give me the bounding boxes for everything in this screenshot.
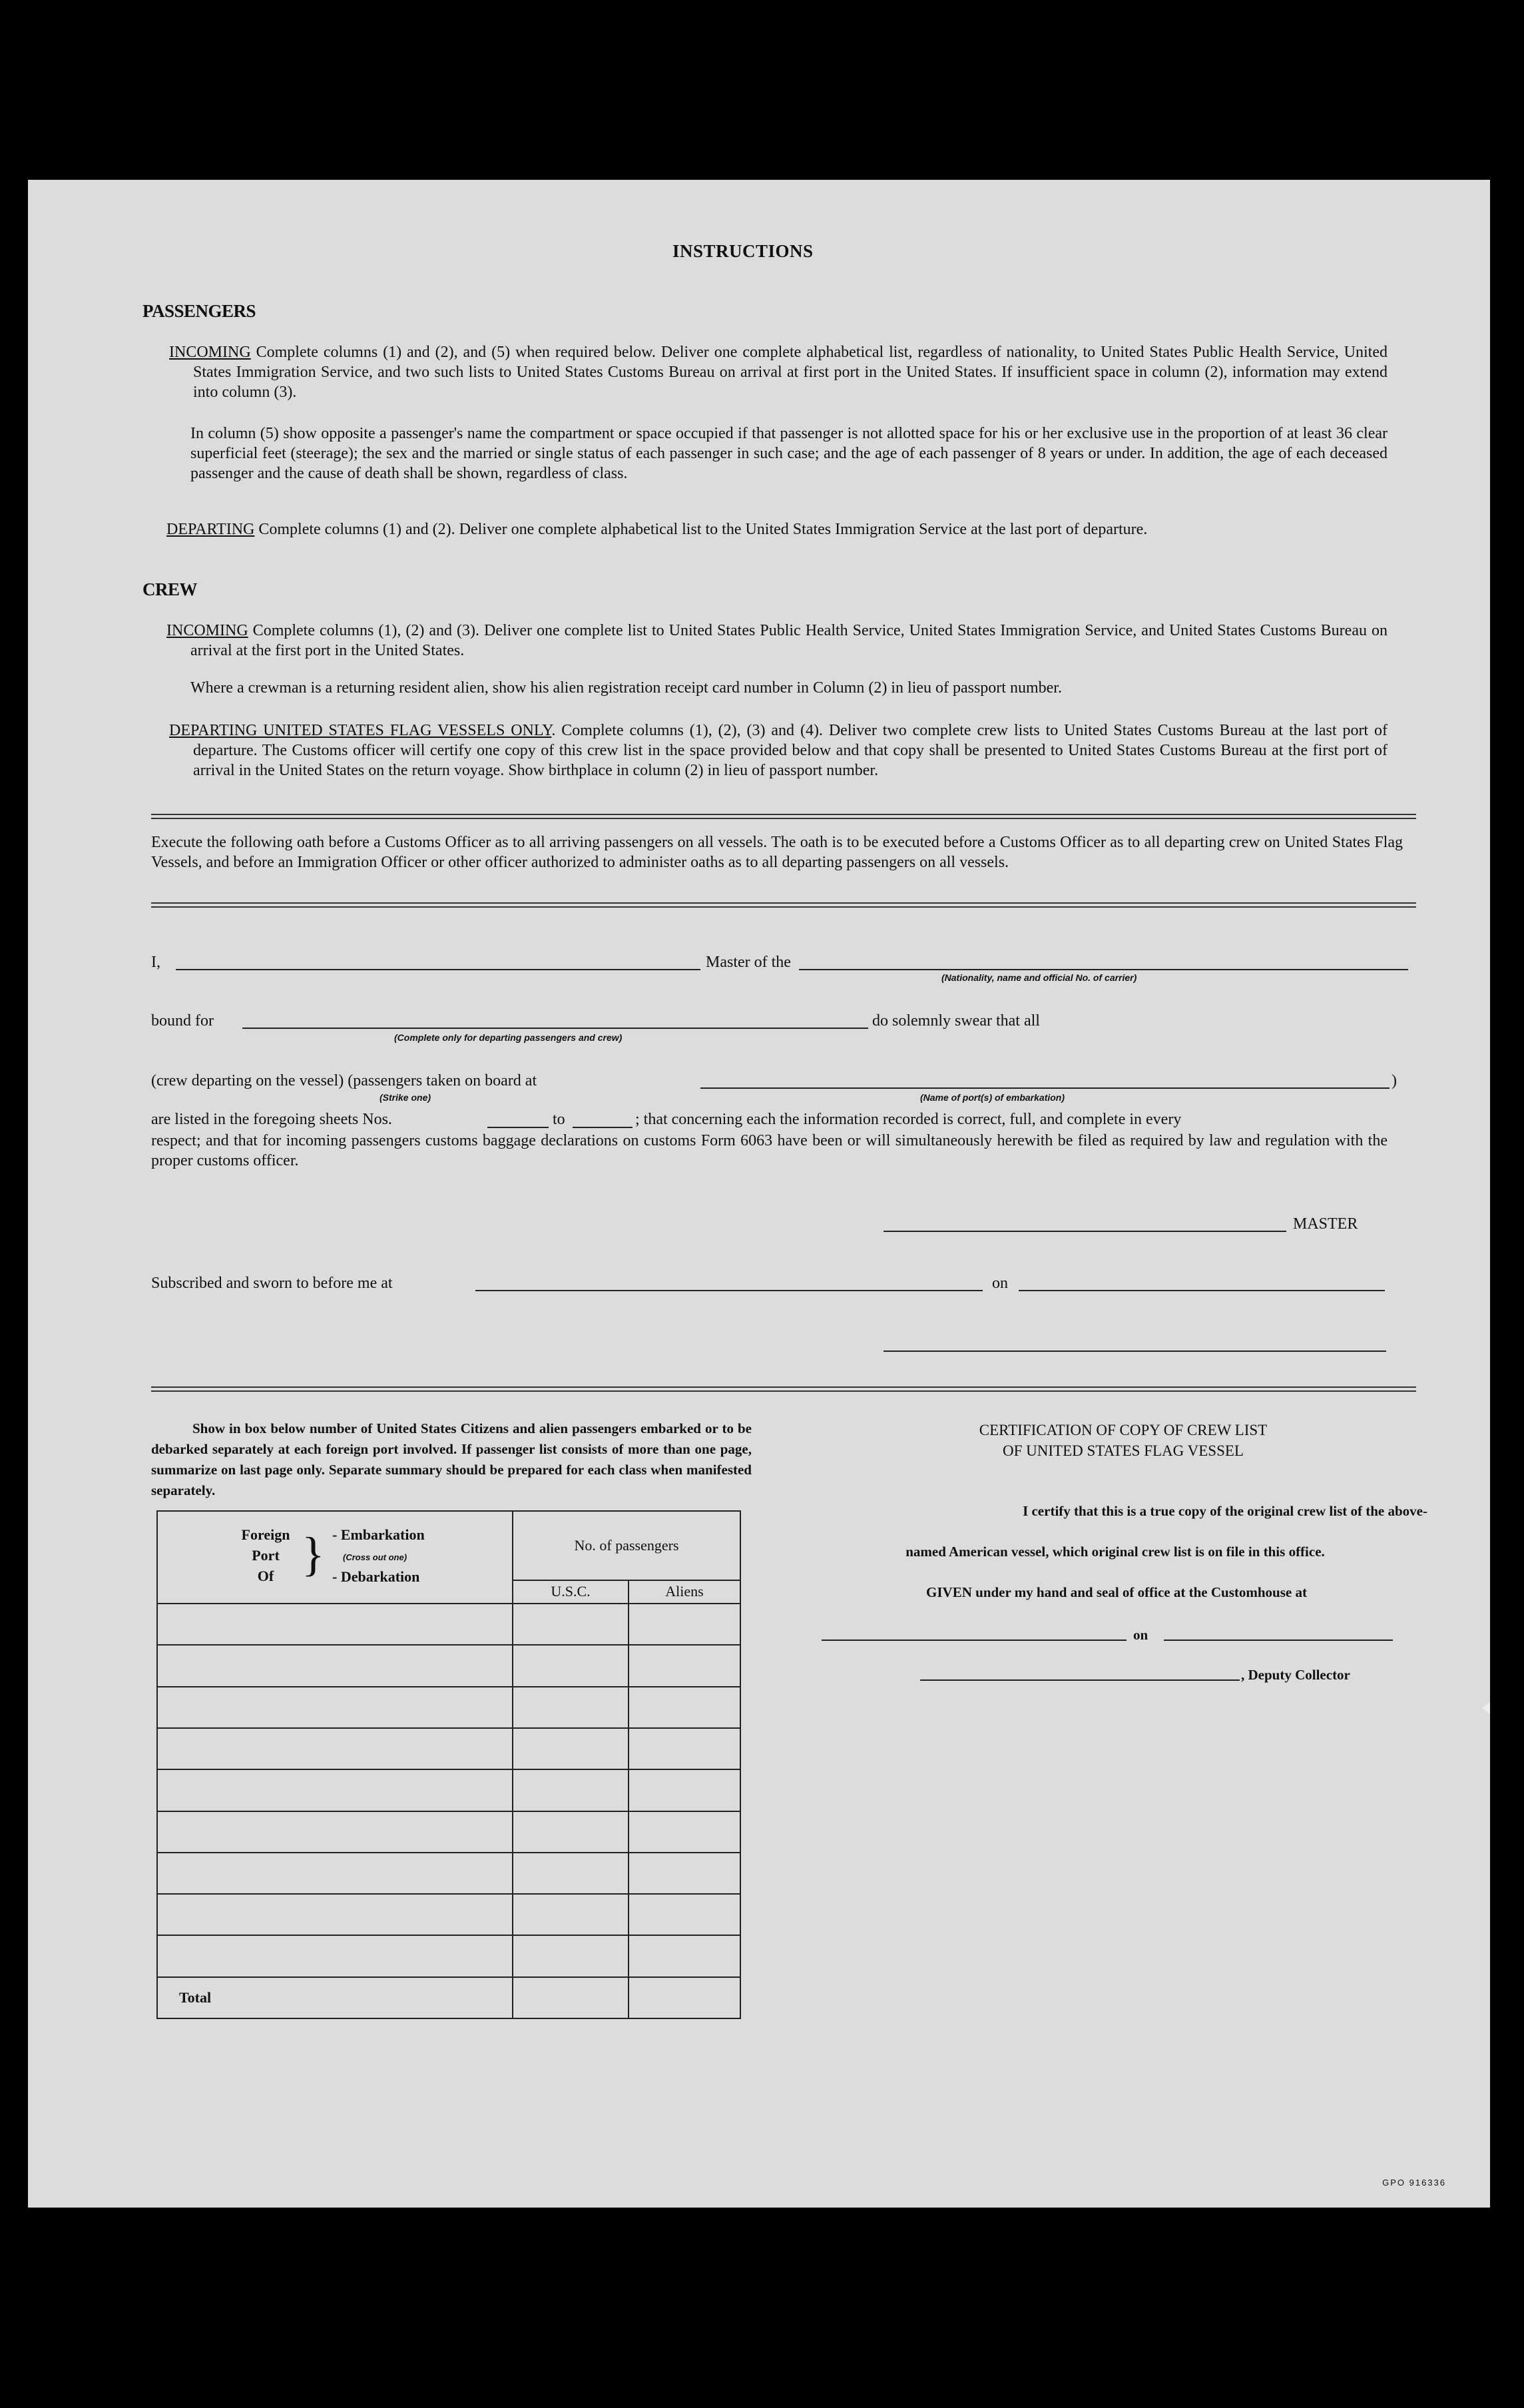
crew-departing-label: (crew departing on the vessel) (passengers taken on board at: [151, 1072, 537, 1089]
sheet-to-line[interactable]: [573, 1127, 633, 1128]
foreign-label: Foreign: [241, 1526, 290, 1543]
port-cell[interactable]: [157, 1728, 513, 1769]
aliens-cell[interactable]: [629, 1894, 740, 1935]
certification-title-line1: CERTIFICATION OF COPY OF CREW LIST: [979, 1422, 1268, 1438]
close-paren: ): [1392, 1072, 1397, 1089]
print-code: GPO 916336: [1382, 2178, 1446, 2188]
customhouse-line[interactable]: [822, 1640, 1127, 1641]
certification-title: [854, 1420, 1393, 1461]
usc-cell[interactable]: [513, 1935, 629, 1976]
usc-header: U.S.C.: [513, 1580, 629, 1604]
passenger-summary-table: [156, 1510, 741, 2019]
divider: [151, 1386, 1416, 1392]
port-cell[interactable]: [157, 1935, 513, 1976]
port-cell[interactable]: [157, 1604, 513, 1645]
usc-cell[interactable]: [513, 1894, 629, 1935]
crew-incoming-label: INCOMING: [166, 622, 248, 639]
certify-line1: I certify that this is a true copy of the original crew list of the above-: [1023, 1503, 1427, 1519]
listed-post: ; that concerning each the information recorded is correct, full, and complete in every: [635, 1111, 1182, 1128]
summary-instruction: [151, 1418, 752, 1501]
crew-incoming-text: Complete columns (1), (2) and (3). Deliver one complete list to United States Public Health Service, United States Immigration Service, and United States Customs Bureau on arrival at the first port in the United States.: [190, 622, 1388, 659]
total-label: Total: [157, 1977, 513, 2018]
aliens-cell[interactable]: [629, 1687, 740, 1728]
deputy-collector-label: , Deputy Collector: [1241, 1667, 1350, 1683]
usc-cell[interactable]: [513, 1853, 629, 1894]
passengers-incoming-label: INCOMING: [169, 344, 251, 361]
aliens-cell[interactable]: [629, 1769, 740, 1811]
no-passengers-header: No. of passengers: [513, 1511, 740, 1580]
master-of-the-label: Master of the: [706, 954, 791, 971]
ports-caption: (Name of port(s) of embarkation): [920, 1092, 1065, 1103]
passengers-incoming-text: Complete columns (1) and (2), and (5) when required below. Deliver one complete alphabetical list, regardless of nationality, to United States Public Health Service, United States Immigration Service, and two such lists to United States Customs Bureau on arrival at first port in the United States. If insufficient space in column (2), information may extend into column (3).: [193, 344, 1388, 401]
aliens-cell[interactable]: [629, 1935, 740, 1976]
embarkation-label: - Embarkation: [332, 1526, 425, 1543]
bound-for-label: bound for: [151, 1012, 214, 1030]
passengers-departing-label: DEPARTING: [166, 521, 255, 538]
port-cell[interactable]: [157, 1687, 513, 1728]
sworn-on-label: on: [992, 1275, 1008, 1292]
port-label: Port: [252, 1546, 280, 1564]
strike-caption: (Strike one): [380, 1092, 431, 1103]
page-title: INSTRUCTIONS: [672, 241, 814, 261]
oath-intro: Execute the following oath before a Customs Officer as to all arriving passengers on all vessels. The oath is to be executed before a Customs Officer as to all departing crew on United States Flag Vessels, and before an Immigration Officer or other officer authorized to administer oaths as to all departing passengers on all vessels.: [151, 834, 1403, 871]
summary-instruction-text: Show in box below number of United States Citizens and alien passengers embarked or to be debarked separately at each foreign port involved. If passenger list consists of more than one page, summarize on last page only. Separate summary should be prepared for each class when manifested separately.: [151, 1420, 752, 1498]
usc-cell[interactable]: [513, 1728, 629, 1769]
port-cell[interactable]: [157, 1853, 513, 1894]
master-label: MASTER: [1293, 1215, 1358, 1233]
crew-departing-paragraph: [169, 721, 1388, 780]
swear-label: do solemnly swear that all: [872, 1012, 1040, 1030]
certify-line2: named American vessel, which original crew list is on file in this office.: [905, 1544, 1325, 1560]
certify-line3: GIVEN under my hand and seal of office at the Customhouse at: [926, 1584, 1307, 1600]
form-sheet: [28, 180, 1490, 2208]
crew-departing-label: DEPARTING UNITED STATES FLAG VESSELS ONLY: [169, 722, 552, 739]
carrier-line[interactable]: [799, 969, 1408, 970]
embarkation-port-line[interactable]: [700, 1087, 1390, 1089]
oath-i-label: I,: [151, 954, 160, 971]
aliens-cell[interactable]: [629, 1853, 740, 1894]
usc-cell[interactable]: [513, 1811, 629, 1853]
listed-rest: respect; and that for incoming passengers customs baggage declarations on customs Form 6063 have been or will simultaneously herewith be filed as required by law and regulation with the proper customs officer.: [151, 1132, 1388, 1169]
sheet-from-line[interactable]: [487, 1127, 549, 1128]
aliens-cell[interactable]: [629, 1645, 740, 1686]
aliens-total-cell[interactable]: [629, 1977, 740, 2018]
certify-date-line[interactable]: [1164, 1640, 1393, 1641]
brace-icon: }: [302, 1527, 325, 1581]
listed-pre: are listed in the foregoing sheets Nos.: [151, 1111, 392, 1128]
certify-on-label: on: [1133, 1627, 1148, 1643]
aliens-cell[interactable]: [629, 1604, 740, 1645]
officer-signature-line[interactable]: [884, 1351, 1386, 1352]
aliens-cell[interactable]: [629, 1728, 740, 1769]
passengers-incoming-paragraph: [169, 342, 1388, 402]
usc-cell[interactable]: [513, 1645, 629, 1686]
crew-resident-paragraph: Where a crewman is a returning resident alien, show his alien registration receipt card number in Column (2) in lieu of passport number.: [190, 679, 1062, 697]
sworn-place-line[interactable]: [475, 1290, 983, 1291]
cross-out-caption: (Cross out one): [343, 1552, 407, 1562]
port-cell[interactable]: [157, 1811, 513, 1853]
port-cell[interactable]: [157, 1645, 513, 1686]
passengers-column5-paragraph: In column (5) show opposite a passenger's name the compartment or space occupied if that passenger is not allotted space for his or her exclusive use in the proportion of at least 36 clear superficial feet (steerage); the sex and the married or single status of each passenger in such case; and the age of each passenger of 8 years or under. In addition, the age of each deceased passenger and the cause of death shall be shown, regardless of class.: [190, 425, 1388, 482]
usc-cell[interactable]: [513, 1604, 629, 1645]
port-cell[interactable]: [157, 1769, 513, 1811]
to-label: to: [553, 1111, 565, 1128]
passengers-heading: PASSENGERS: [142, 301, 256, 321]
carrier-caption: (Nationality, name and official No. of carrier): [941, 972, 1137, 983]
divider: [151, 902, 1416, 908]
sworn-date-line[interactable]: [1019, 1290, 1385, 1291]
master-signature-line[interactable]: [884, 1231, 1286, 1232]
aliens-header: Aliens: [629, 1580, 740, 1604]
certification-title-line2: OF UNITED STATES FLAG VESSEL: [1003, 1442, 1244, 1459]
subscribed-label: Subscribed and sworn to before me at: [151, 1275, 393, 1292]
port-header-cell: [157, 1511, 513, 1604]
divider: [151, 814, 1416, 819]
of-label: Of: [257, 1567, 274, 1584]
aliens-cell[interactable]: [629, 1811, 740, 1853]
master-name-line[interactable]: [176, 969, 700, 970]
crew-incoming-paragraph: [166, 621, 1388, 661]
departing-caption: (Complete only for departing passengers and crew): [394, 1032, 623, 1043]
crew-departing-text: . Complete columns (1), (2), (3) and (4). Deliver two complete crew lists to United States Customs Bureau at the last port of departure. The Customs officer will certify one copy of this crew list in the space provided below and that copy shall be presented to United States Customs Bureau at the first port of arrival in the United States on the return voyage. Show birthplace in column (2) in lieu of passport number.: [193, 722, 1388, 779]
usc-cell[interactable]: [513, 1769, 629, 1811]
crew-heading: CREW: [142, 579, 198, 599]
passengers-departing-text: Complete columns (1) and (2). Deliver one complete alphabetical list to the United States Immigration Service at the last port of departure.: [254, 521, 1148, 538]
debarkation-label: - Debarkation: [332, 1568, 420, 1585]
bound-for-line[interactable]: [242, 1028, 868, 1029]
passengers-departing-paragraph: [166, 519, 1388, 539]
edge-mark-icon: [1482, 1702, 1490, 1714]
usc-cell[interactable]: [513, 1687, 629, 1728]
port-cell[interactable]: [157, 1894, 513, 1935]
deputy-signature-line[interactable]: [920, 1679, 1240, 1681]
usc-total-cell[interactable]: [513, 1977, 629, 2018]
